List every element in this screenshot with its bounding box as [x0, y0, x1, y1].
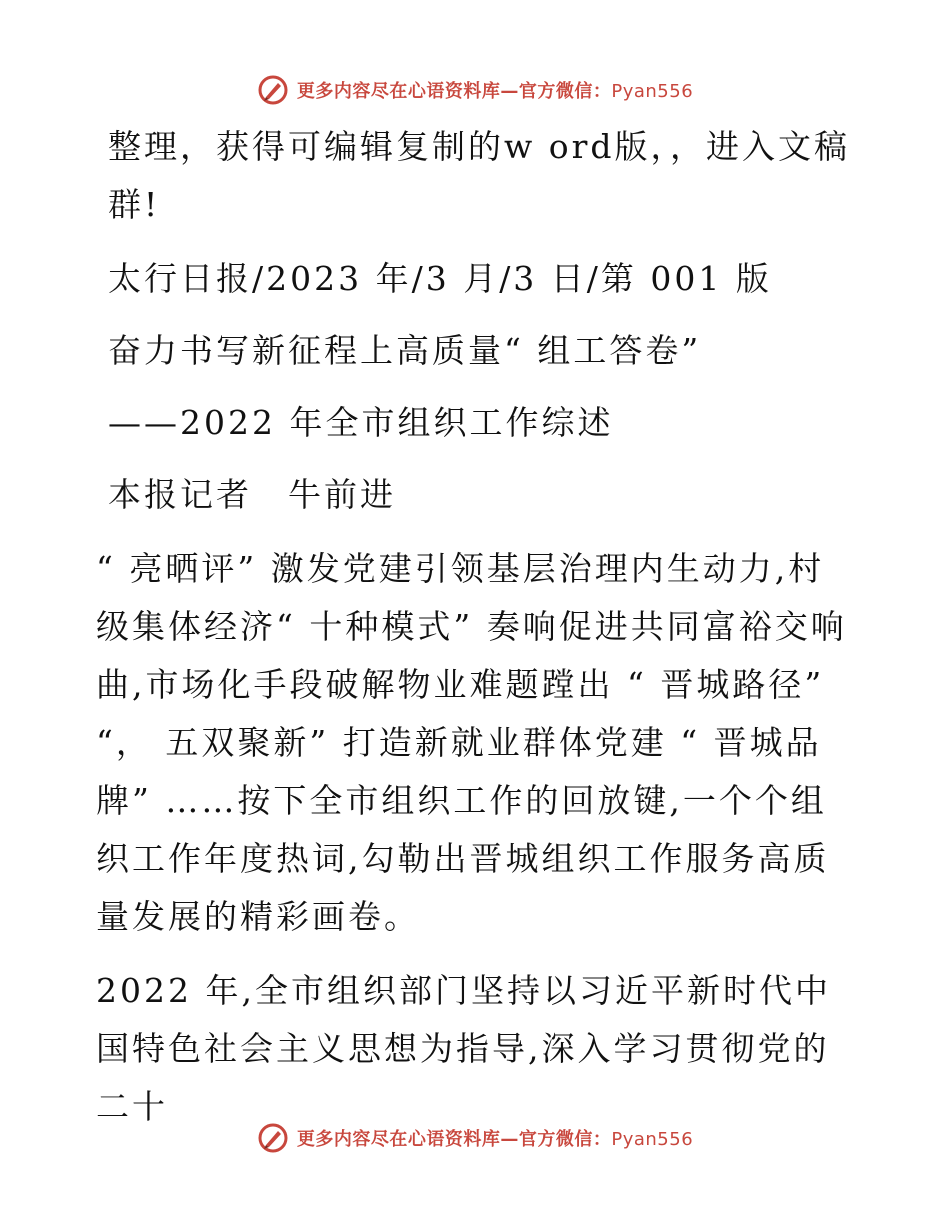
article-subtitle: ——2022 年全市组织工作综述 — [108, 403, 614, 442]
brush-logo-icon — [257, 1122, 289, 1154]
paragraph-2: 2022 年,全市组织部门坚持以习近平新时代中国特色社会主义思想为指导,深入学习贯彻党的二十 — [96, 971, 831, 1126]
article-byline: 本报记者 牛前进 — [108, 475, 396, 514]
watermark-wechat-id: Pyan556 — [611, 81, 694, 102]
brush-logo-icon — [257, 74, 289, 106]
watermark-text — [297, 77, 693, 103]
paragraph-1: “ 亮晒评” 激发党建引领基层治理内生动力,村级集体经济“ 十种模式” 奏响促进共同富裕交响曲,市场化手段破解物业难题蹚出 “ 晋城路径” “， 五双聚新” 打造新就业群体党建 “ 晋城品牌” ……按下全市组织工作的回放键,一个个组织工作年度热词,勾勒出晋城组织工作服务高质量发展的精彩画卷。 — [96, 549, 847, 936]
header-watermark — [0, 70, 950, 110]
watermark-brand: 更多内容尽在心语资料库 — [296, 1129, 501, 1150]
source-line: 太行日报/2023 年/3 月/3 日/第 001 版 — [108, 259, 772, 298]
watermark-brand: 更多内容尽在心语资料库 — [296, 81, 501, 102]
intro-line: 整理，获得可编辑复制的w ord版，，进入文稿群! — [108, 127, 851, 224]
watermark-separator: — — [500, 81, 519, 102]
watermark-text — [297, 1125, 693, 1151]
watermark-wechat-label: 官方微信： — [518, 81, 612, 102]
document-body — [96, 118, 856, 1136]
watermark-wechat-id: Pyan556 — [611, 1129, 694, 1150]
watermark-wechat-label: 官方微信： — [518, 1129, 612, 1150]
footer-watermark — [0, 1118, 950, 1158]
article-title: 奋力书写新征程上高质量“ 组工答卷” — [108, 331, 702, 370]
watermark-separator: — — [500, 1129, 519, 1150]
